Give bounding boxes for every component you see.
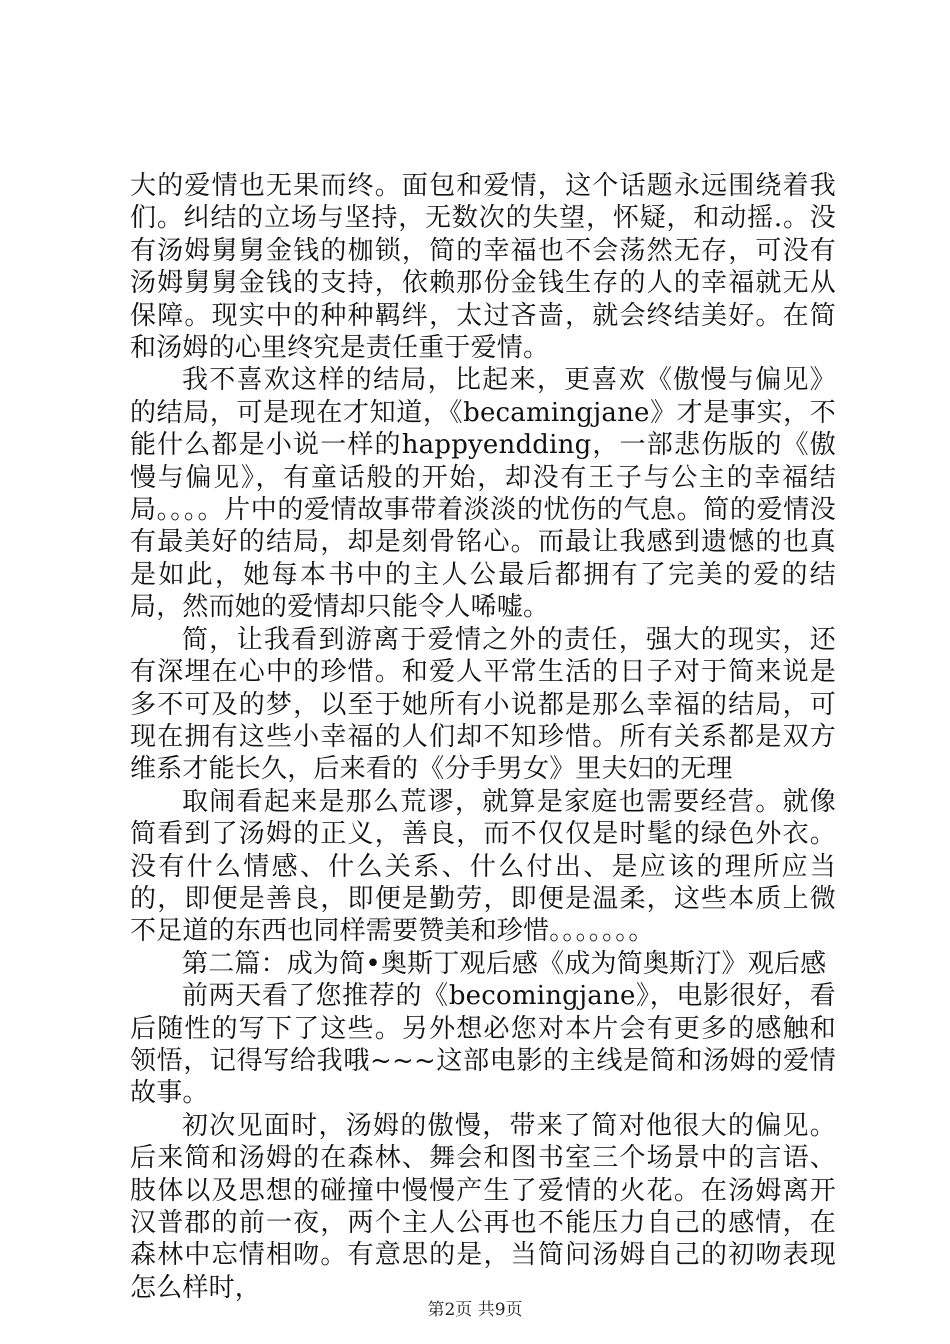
- paragraph-3: 简，让我看到游离于爱情之外的责任，强大的现实，还有深埋在心中的珍惜。和爱人平常生活的日子对于简来说是多不可及的梦，以至于她所有小说都是那么幸福的结局，可现在拥有这些小幸福的人们却不知珍惜。所有关系都是双方维系才能长久，后来看的《分手男女》里夫妇的无理: [130, 624, 836, 785]
- page-footer: 第2页 共9页: [427, 1300, 523, 1320]
- section-heading: 第二篇：成为简•奥斯丁观后感《成为简奥斯汀》观后感: [182, 948, 827, 979]
- paragraph-2: 我不喜欢这样的结局，比起来，更喜欢《傲慢与偏见》的结局，可是现在才知道，《becamingjane》才是事实，不能什么都是小说一样的happyendding，一部悲伤版的《傲慢与偏见》，有童话般的开始，却没有王子与公主的幸福结局。。。。片中的爱情故事带着淡淡的忧伤的气息。简的爱情没有最美好的结局，却是刻骨铭心。而最让我感到遗憾的也真是如此，她每本书中的主人公最后都拥有了完美的爱的结局，然而她的爱情却只能令人唏嘘。: [130, 365, 836, 623]
- paragraph-6: 前两天看了您推荐的《becomingjane》，电影很好，看后随性的写下了这些。另外想必您对本片会有更多的感触和领悟，记得写给我哦~~~这部电影的主线是简和汤姆的爱情故事。: [130, 981, 836, 1109]
- document-body: [130, 170, 836, 1304]
- paragraph-4: 取闹看起来是那么荒谬，就算是家庭也需要经营。就像简看到了汤姆的正义，善良，而不仅仅是时髦的绿色外衣。没有什么情感、什么关系、什么付出、是应该的理所应当的，即便是善良，即便是勤劳，即便是温柔，这些本质上微不足道的东西也同样需要赞美和珍惜。。。。。。。: [130, 786, 836, 947]
- paragraph-1: 大的爱情也无果而终。面包和爱情，这个话题永远围绕着我们。纠结的立场与坚持，无数次的失望，怀疑，和动摇.。没有汤姆舅舅金钱的枷锁，简的幸福也不会荡然无存，可没有汤姆舅舅金钱的支持，依赖那份金钱生存的人的幸福就无从保障。现实中的种种羁绊，太过吝啬，就会终结美好。在简和汤姆的心里终究是责任重于爱情。: [130, 171, 836, 364]
- paragraph-7: 初次见面时，汤姆的傲慢，带来了简对他很大的偏见。后来简和汤姆的在森林、舞会和图书室三个场景中的言语、肢体以及思想的碰撞中慢慢产生了爱情的火花。在汤姆离开汉普郡的前一夜，两个主人公再也不能压力自己的感情，在森林中忘情相吻。有意思的是，当简问汤姆自己的初吻表现怎么样时，: [130, 1110, 836, 1303]
